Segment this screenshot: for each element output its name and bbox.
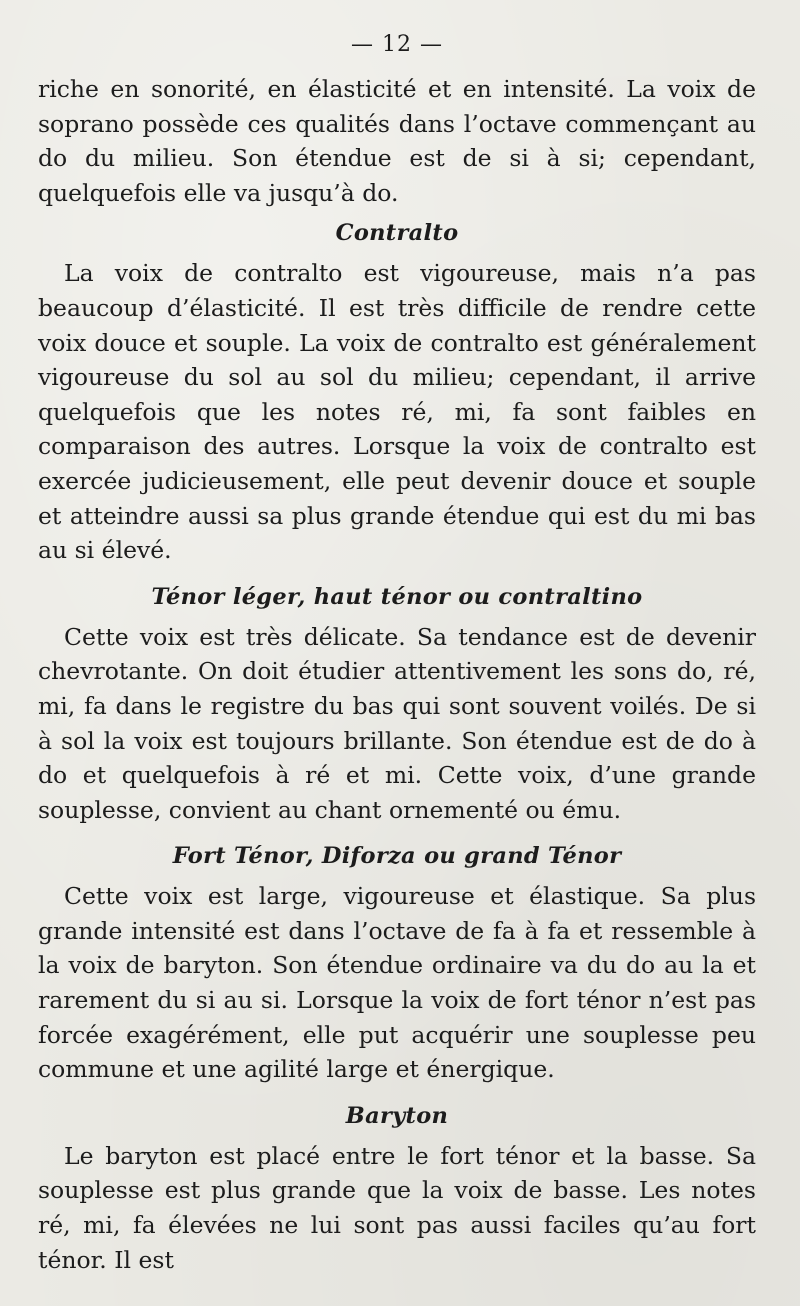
section-heading-contralto: Contralto	[335, 220, 459, 247]
paragraph-text: Cette voix est large, vigoureuse et élastique. Sa plus grande intensité est dans l’octave de fa à fa et ressemble à la voix de baryton. Son étendue ordinaire va du do au la et rarement du si au si. Lorsque la voix de fort ténor n’est pas forcée exagérément, elle put acquérir une souplesse peu commune et une agilité large et énergique.	[38, 882, 756, 1084]
section-heading-tenor-leger: Ténor léger, haut ténor ou contraltino	[151, 583, 643, 610]
paragraph-soprano-end	[38, 72, 756, 210]
paragraph-text: Cette voix est très délicate. Sa tendance est de devenir chevrotante. On doit étudier attentivement les sons do, ré, mi, fa dans le registre du bas qui sont souvent voilés. De si à sol la voix est toujours brillante. Son étendue est de do à do et quelquefois à ré et mi. Cette voix, d’une grande souplesse, convient au chant ornementé ou ému.	[38, 622, 756, 824]
paragraph-contralto	[38, 256, 756, 567]
paragraph-fort-tenor	[38, 879, 756, 1087]
section-heading-baryton: Baryton	[345, 1102, 449, 1129]
paragraph-text: riche en sonorité, en élasticité et en intensité. La voix de soprano possède ces qualités dans l’octave commençant au do du milieu. Son étendue est de si à si; cependant, quelquefois elle va jusqu’à do.	[38, 75, 756, 207]
paragraph-text: La voix de contralto est vigoureuse, mais n’a pas beaucoup d’élasticité. Il est très difficile de rendre cette voix douce et souple. La voix de contralto est généralement vigoureuse du sol au sol du milieu; cependant, il arrive quelquefois que les notes ré, mi, fa sont faibles en comparaison des autres. Lorsque la voix de contralto est exercée judicieusement, elle peut devenir douce et souple et atteindre aussi sa plus grande étendue qui est du mi bas au si élevé.	[38, 259, 756, 565]
page-number: — 12 —	[351, 32, 443, 57]
section-heading-fort-tenor: Fort Ténor, Diforza ou grand Ténor	[172, 843, 622, 870]
paragraph-baryton	[38, 1139, 756, 1277]
paragraph-text: Le baryton est placé entre le fort ténor et la basse. Sa souplesse est plus grande que la voix de basse. Les notes ré, mi, fa élevées ne lui sont pas aussi faciles qu’au fort ténor. Il est	[38, 1141, 756, 1274]
paragraph-tenor-leger	[38, 620, 756, 828]
